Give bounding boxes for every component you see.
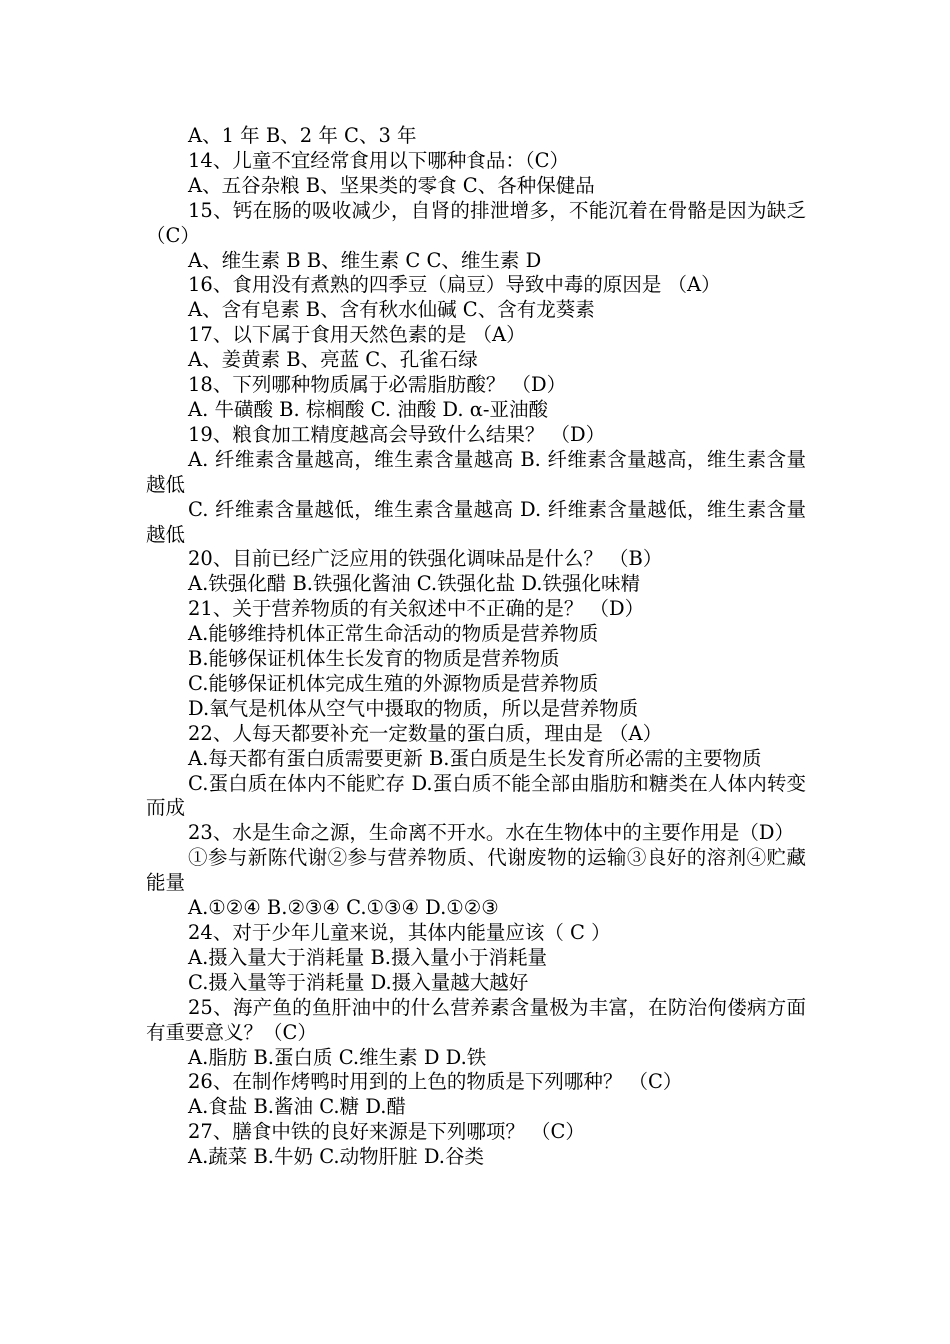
question-line: 23、水是生命之源，生命离不开水。水在生物体中的主要作用是（D） (188, 821, 794, 845)
question-line: A.每天都有蛋白质需要更新 B.蛋白质是生长发育所必需的主要物质 (188, 746, 762, 770)
document-body (146, 124, 806, 1170)
question-line: B.能够保证机体生长发育的物质是营养物质 (188, 647, 560, 671)
question-line: 19、粮食加工精度越高会导致什么结果？ （D） (188, 422, 606, 446)
question-line: A.铁强化醋 B.铁强化酱油 C.铁强化盐 D.铁强化味精 (188, 572, 640, 596)
question-line: ①参与新陈代谢②参与营养物质、代谢废物的运输③良好的溶剂④贮藏能量 (146, 846, 806, 895)
question-line: 26、在制作烤鸭时用到的上色的物质是下列哪种？ （C） (188, 1070, 683, 1094)
question-line: 21、关于营养物质的有关叙述中不正确的是？ （D） (188, 597, 645, 621)
question-line: 14、儿童不宜经常食用以下哪种食品：（C） (188, 148, 569, 172)
question-line: C. 纤维素含量越低，维生素含量越高 D. 纤维素含量越低，维生素含量越低 (146, 497, 806, 546)
question-line: 18、下列哪种物质属于必需脂肪酸？ （D） (188, 373, 567, 397)
question-line: C.摄入量等于消耗量 D.摄入量越大越好 (188, 970, 529, 994)
question-line: A、姜黄素 B、亮蓝 C、孔雀石绿 (188, 348, 478, 372)
question-line: 24、对于少年儿童来说，其体内能量应该（ C ） (188, 921, 611, 944)
question-line: 15、钙在肠的吸收减少，自肾的排泄增多，不能沉着在骨骼是因为缺乏（C） (146, 198, 806, 247)
question-line: 25、海产鱼的鱼肝油中的什么营养素含量极为丰富，在防治佝偻病方面有重要意义？（C） (146, 995, 806, 1044)
question-line: A.①②④ B.②③④ C.①③④ D.①②③ (188, 896, 499, 920)
question-line: 27、膳食中铁的良好来源是下列哪项？ （C） (188, 1120, 585, 1144)
question-line: 22、人每天都要补充一定数量的蛋白质，理由是 （A） (188, 721, 663, 745)
question-line: A、维生素 B B、维生素 C C、维生素 D (188, 248, 542, 272)
question-line: A. 纤维素含量越高，维生素含量越高 B. 纤维素含量越高，维生素含量越低 (146, 447, 806, 496)
question-line: A.食盐 B.酱油 C.糖 D.醋 (188, 1095, 406, 1119)
question-line: A. 牛磺酸 B. 棕榈酸 C. 油酸 D. α-亚油酸 (188, 397, 549, 421)
question-line: 20、目前已经广泛应用的铁强化调味品是什么？ （B） (188, 547, 663, 571)
question-line: 17、以下属于食用天然色素的是 （A） (188, 323, 526, 347)
question-line: C.能够保证机体完成生殖的外源物质是营养物质 (188, 671, 599, 695)
question-line: A、含有皂素 B、含有秋水仙碱 C、含有龙葵素 (188, 298, 595, 322)
question-line: A.摄入量大于消耗量 B.摄入量小于消耗量 (188, 945, 548, 969)
question-line: D.氧气是机体从空气中摄取的物质，所以是营养物质 (188, 696, 639, 720)
question-line: A.蔬菜 B.牛奶 C.动物肝脏 D.谷类 (188, 1145, 484, 1169)
question-line: A.脂肪 B.蛋白质 C.维生素 D D.铁 (188, 1045, 487, 1069)
question-line: 16、食用没有煮熟的四季豆（扁豆）导致中毒的原因是 （A） (188, 273, 721, 297)
question-line: A、1 年 B、2 年 C、3 年 (188, 124, 417, 147)
question-line: A.能够维持机体正常生命活动的物质是营养物质 (188, 622, 599, 646)
question-line: C.蛋白质在体内不能贮存 D.蛋白质不能全部由脂肪和糖类在人体内转变而成 (146, 771, 806, 820)
question-line: A、五谷杂粮 B、坚果类的零食 C、各种保健品 (188, 173, 595, 197)
